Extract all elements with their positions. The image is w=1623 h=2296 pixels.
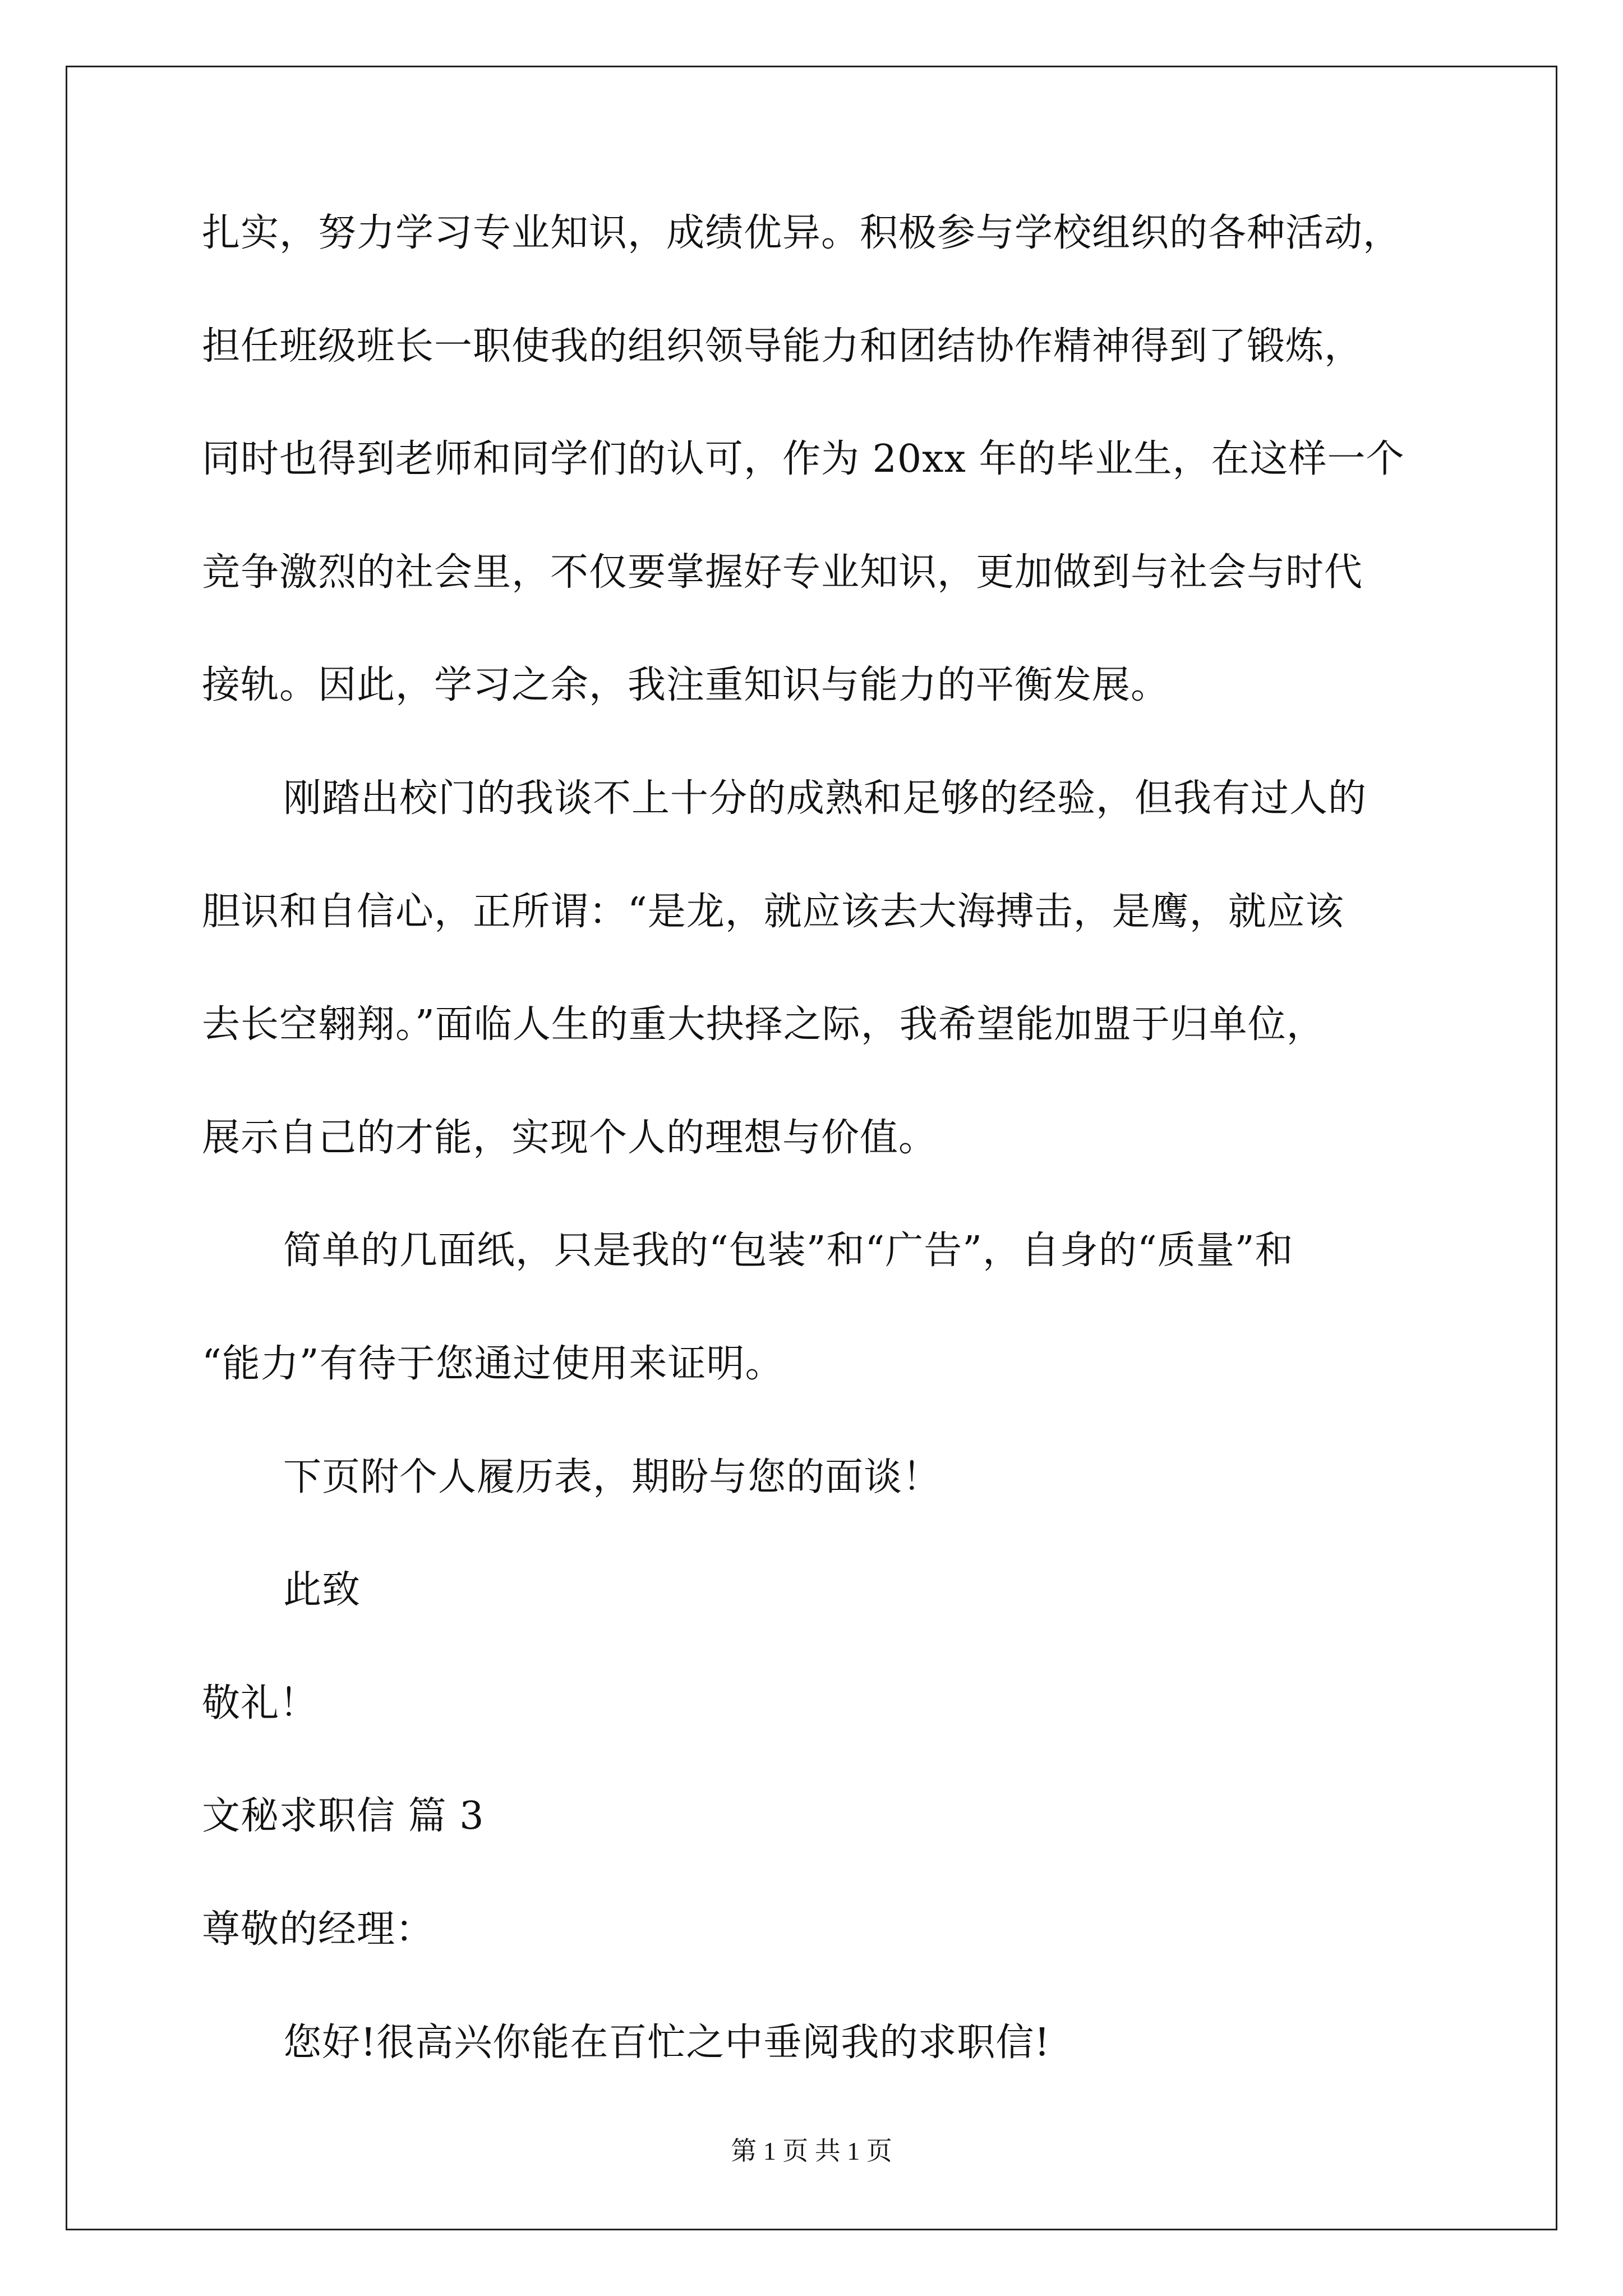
letter-body: [202, 213, 1436, 2136]
closing-remark-line: 下页附个人履历表，期盼与您的面谈！: [283, 1455, 942, 1499]
body-line: 竞争激烈的社会里，不仅要掌握好专业知识，更加做到与社会与时代: [202, 550, 1363, 595]
section-heading: 文秘求职信 篇 3: [202, 1794, 485, 1839]
body-line: 接轨。因此，学习之余，我注重知识与能力的平衡发展。: [202, 663, 1170, 708]
body-line: 担任班级班长一职使我的组织领导能力和团结协作精神得到了锻炼，: [202, 324, 1363, 369]
body-line: “能力”有待于您通过使用来证明。: [202, 1341, 784, 1386]
body-line: 去长空翱翔。”面临人生的重大抉择之际，我希望能加盟于归单位，: [202, 1002, 1325, 1047]
salutation-close: 此致: [283, 1568, 361, 1613]
recipient-greeting: 尊敬的经理：: [202, 1907, 435, 1952]
salutation-regards: 敬礼！: [202, 1681, 319, 1726]
paragraph-start-line: 刚踏出校门的我谈不上十分的成熟和足够的经验，但我有过人的: [283, 776, 1367, 821]
paragraph-start-line: 简单的几面纸，只是我的“包装”和“广告”，自身的“质量”和: [283, 1228, 1294, 1273]
page-number-footer: 第 1 页 共 1 页: [731, 2137, 892, 2165]
body-line: 胆识和自信心，正所谓：“是龙，就应该去大海搏击，是鹰，就应该: [202, 889, 1344, 934]
body-line: 同时也得到老师和同学们的认可，作为 20xx 年的毕业生，在这样一个: [202, 437, 1405, 482]
body-line: 展示自己的才能，实现个人的理想与价值。: [202, 1115, 938, 1160]
opening-line: 您好!很高兴你能在百忙之中垂阅我的求职信!: [283, 2020, 1050, 2065]
body-line: 扎实，努力学习专业知识，成绩优异。积极参与学校组织的各种活动，: [202, 211, 1402, 255]
